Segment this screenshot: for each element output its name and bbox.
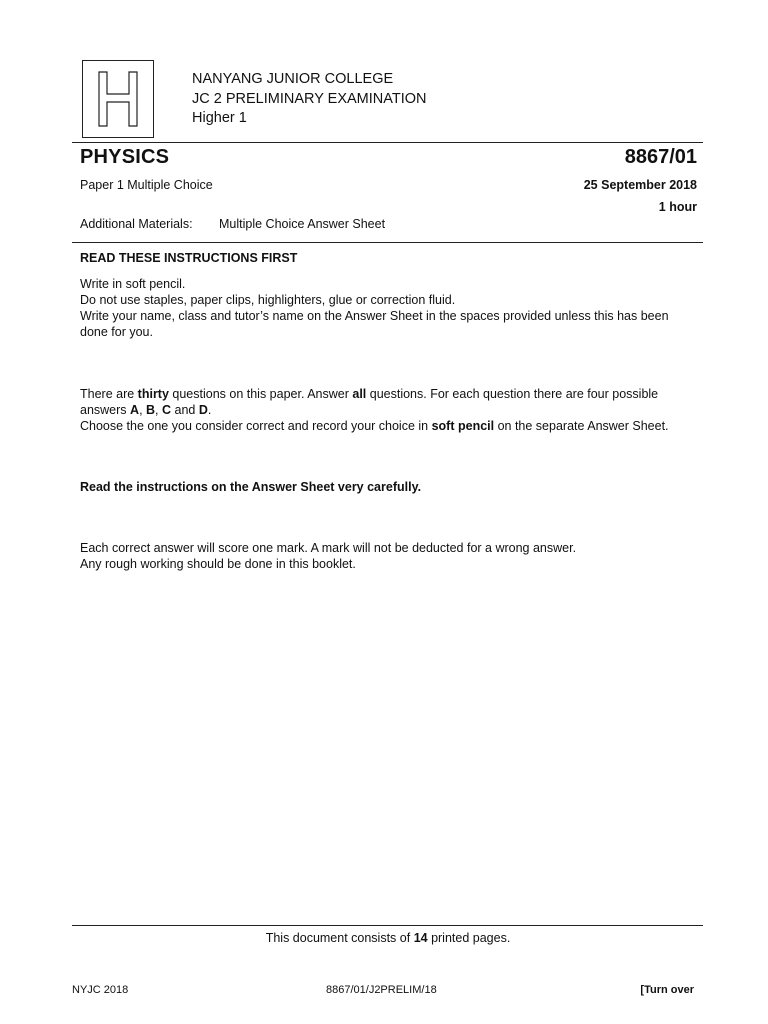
instruction-line: Write in soft pencil. — [80, 277, 186, 291]
instruction-line: Read the instructions on the Answer Sheet very carefully. — [80, 480, 422, 494]
paper-name: Paper 1 Multiple Choice — [80, 178, 213, 192]
instruction-line: done for you. — [80, 325, 153, 339]
instructions-divider — [72, 242, 703, 243]
college-header — [192, 70, 426, 129]
paper-code: 8867/01 — [624, 146, 697, 168]
footer-reference: 8867/01/J2PRELIM/18 — [326, 984, 437, 996]
exam-duration: 1 hour — [658, 200, 697, 214]
instruction-line: Choose the one you consider correct and record your choice in soft pencil on the separate Answer Sheet. — [80, 419, 669, 433]
top-divider — [72, 142, 703, 143]
materials-label: Additional Materials: — [80, 217, 193, 231]
instruction-line: There are thirty questions on this paper. Answer all questions. For each question there are four possible — [80, 387, 659, 401]
exam-level: Higher 1 — [192, 110, 247, 126]
instruction-line: answers A, B, C and D. — [80, 403, 212, 417]
instruction-line: Each correct answer will score one mark. A mark will not be deducted for a wrong answer. — [80, 541, 577, 555]
footer-left: NYJC 2018 — [72, 984, 129, 996]
instructions-block-1 — [80, 276, 700, 340]
footer-divider — [72, 925, 703, 926]
exam-title: JC 2 PRELIMINARY EXAMINATION — [192, 90, 427, 107]
instructions-block-3 — [80, 479, 700, 495]
instructions-block-4 — [80, 540, 700, 572]
exam-date: 25 September 2018 — [583, 178, 697, 192]
materials-value: Multiple Choice Answer Sheet — [219, 217, 386, 231]
instruction-line: Any rough working should be done in this booklet. — [80, 557, 356, 571]
page-count: This document consists of 14 printed pages. — [265, 931, 511, 945]
college-name: NANYANG JUNIOR COLLEGE — [192, 71, 394, 87]
level-logo — [82, 60, 154, 138]
subject-title: PHYSICS — [80, 146, 170, 168]
turn-over-label: [Turn over — [640, 984, 694, 996]
instruction-line: Do not use staples, paper clips, highlighters, glue or correction fluid. — [80, 293, 456, 307]
h-level-icon — [83, 61, 153, 137]
instructions-heading: READ THESE INSTRUCTIONS FIRST — [80, 251, 298, 265]
instruction-line: Write your name, class and tutor’s name on the Answer Sheet in the spaces provided unless this has been — [80, 309, 669, 323]
instructions-block-2 — [80, 386, 700, 434]
